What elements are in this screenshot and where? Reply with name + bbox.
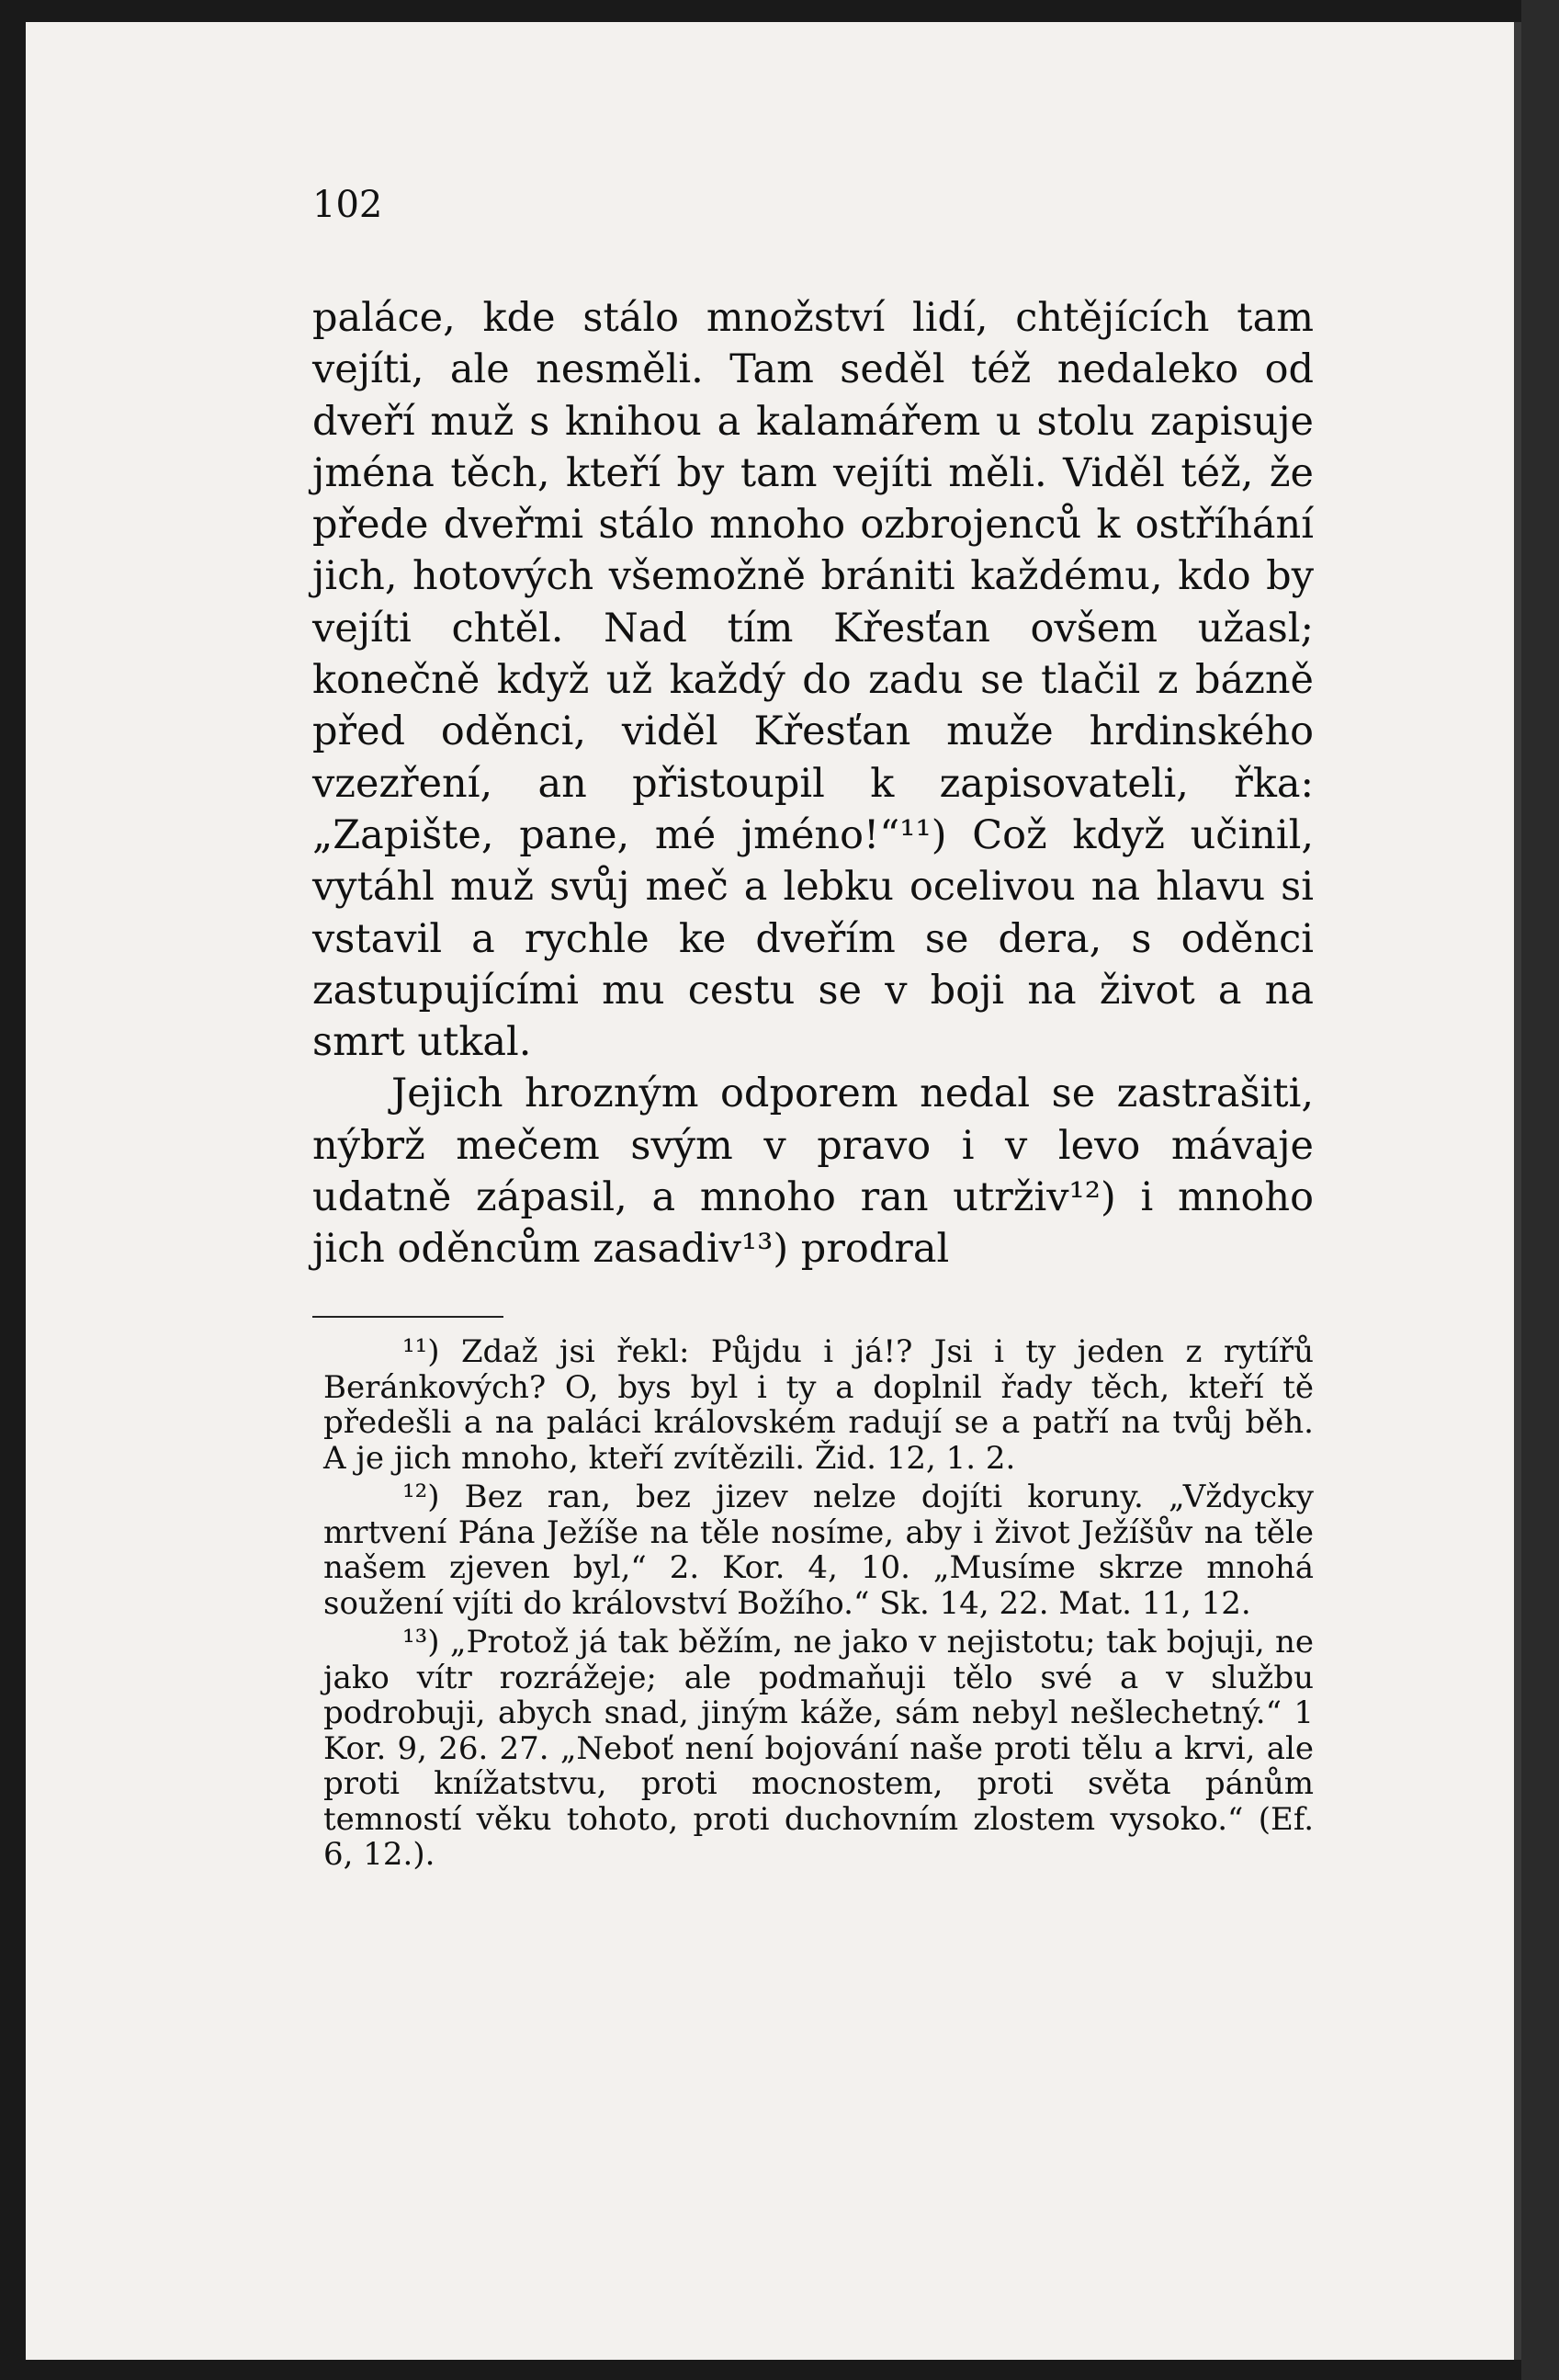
body-paragraph: paláce, kde stálo množství lidí, chtějících tam vejíti, ale nesměli. Tam seděl též nedaleko od dveří muž s knihou a kalamářem u stolu zapisuje jména těch, kteří by tam vejíti měli. Viděl též, že přede dveřmi stálo mnoho ozbrojenců k ostříhání jich, hotových všemožně brániti každému, kdo by vejíti chtěl. Nad tím Křesťan ovšem užasl; konečně když už každý do zadu se tlačil z bázně před oděnci, viděl Křesťan muže hrdinského vzezření, an přistoupil k zapisovateli, řka: „Zapište, pane, mé jméno!“¹¹) Což když učinil, vytáhl muž svůj meč a lebku ocelivou na hlavu si vstavil a rychle ke dveřím se dera, s oděnci zastupujícími mu cestu se v boji na život a na smrt utkal. <box>312 295 1314 1066</box>
footnote-11: ¹¹) Zdaž jsi řekl: Půjdu i já!? Jsi i ty jeden z rytířů Beránkových? O, bys byl i ty a doplnil řady těch, kteří tě předešli a na paláci královském radují se a patří na tvůj běh. A je jich mnoho, kteří zvítězili. Žid. 12, 1. 2. <box>323 1333 1314 1477</box>
page-number: 102 <box>312 184 383 226</box>
footnote-separator <box>312 1316 503 1318</box>
scan-border <box>1521 0 1559 2380</box>
main-text <box>312 292 1314 1275</box>
footnotes <box>323 1334 1314 1876</box>
footnote-13: ¹³) „Protož já tak běžím, ne jako v nejistotu; tak bojuji, ne jako vítr rozrážeje; ale podmaňuji tělo své a v službu podrobuji, abych snad, jiným káže, sám nebyl nešlechetný.“ 1 Kor. 9, 26. 27. „Neboť není bojování naše proti tělu a krvi, ale proti knížatstvu, proti mocnostem, proti světa pánům temností věku tohoto, proti duchovním zlostem vysoko.“ (Ef. 6, 12.). <box>323 1624 1314 1873</box>
footnote-12: ¹²) Bez ran, bez jizev nelze dojíti koruny. „Vždycky mrtvení Pána Ježíše na těle nosíme, aby i život Ježíšův na těle našem zjeven byl,“ 2. Kor. 4, 10. „Musíme skrze mnohá soužení vjíti do království Božího.“ Sk. 14, 22. Mat. 11, 12. <box>323 1479 1314 1622</box>
body-paragraph: Jejich hrozným odporem nedal se zastrašiti, nýbrž mečem svým v pravo i v levo mávaje udatně zápasil, a mnoho ran utrživ¹²) i mnoho jich oděncům zasadiv¹³) prodral <box>312 1071 1314 1273</box>
